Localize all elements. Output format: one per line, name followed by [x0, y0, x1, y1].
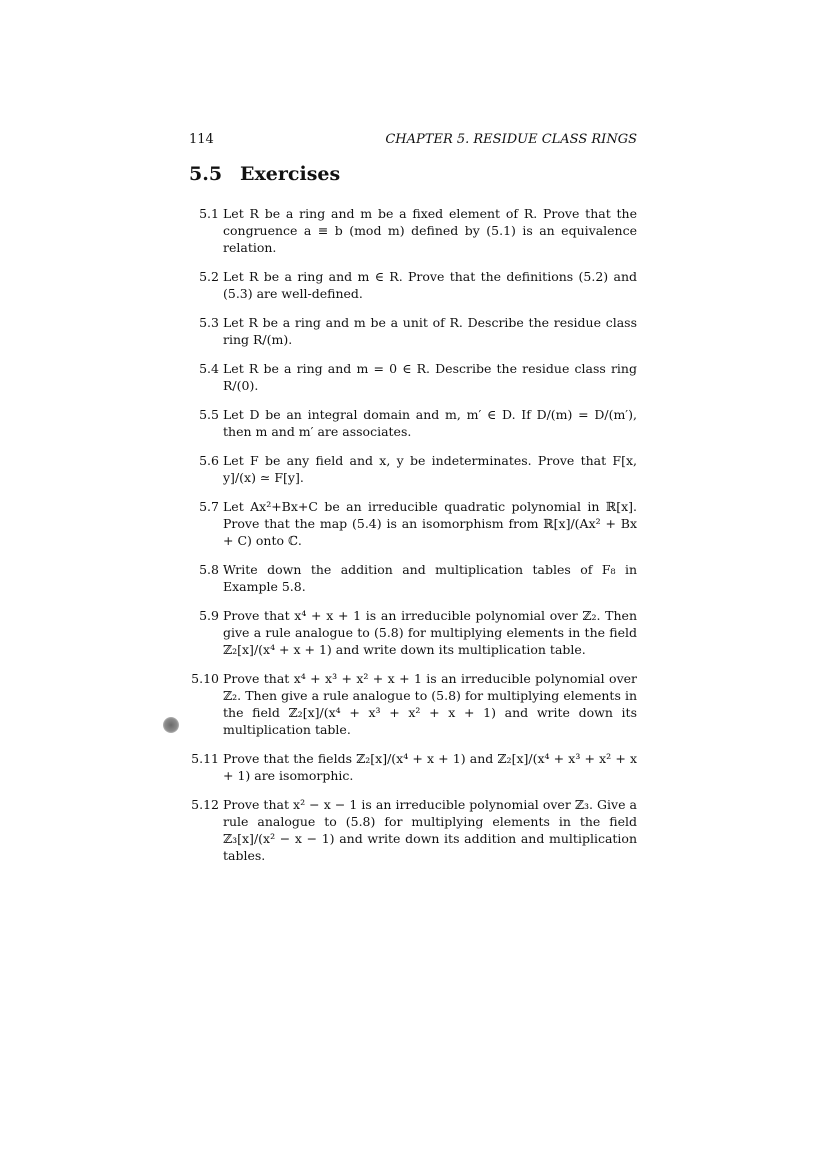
exercise-item: [189, 406, 637, 440]
exercise-number: 5.9: [199, 608, 219, 623]
exercise-list: [189, 205, 637, 876]
exercise-text: Let R be a ring and m be a unit of R. Describe the residue class ring R/(m).: [223, 315, 637, 347]
exercise-text: Let R be a ring and m = 0 ∈ R. Describe the residue class ring R/(0).: [223, 361, 637, 393]
exercise-number: 5.3: [199, 315, 219, 330]
exercise-number: 5.10: [191, 671, 219, 686]
section-number: 5.5: [189, 163, 223, 185]
exercise-text: Prove that the fields ℤ₂[x]/(x⁴ + x + 1) and ℤ₂[x]/(x⁴ + x³ + x² + x + 1) are isomorphic.: [223, 751, 637, 783]
exercise-item: [189, 268, 637, 302]
exercise-item: [189, 796, 637, 864]
exercise-item: [189, 314, 637, 348]
ink-blot: [163, 717, 179, 733]
exercise-number: 5.2: [199, 269, 219, 284]
exercise-item: [189, 670, 637, 738]
exercise-text: Let R be a ring and m be a fixed element of R. Prove that the congruence a ≡ b (mod m) defined by (5.1) is an equivalence relation.: [223, 206, 637, 255]
exercise-number: 5.5: [199, 407, 219, 422]
exercise-text: Prove that x⁴ + x + 1 is an irreducible polynomial over ℤ₂. Then give a rule analogue to (5.8) for multiplying elements in the field ℤ₂[x]/(x⁴ + x + 1) and write down its multiplication table.: [223, 608, 637, 657]
exercise-text: Prove that x² − x − 1 is an irreducible polynomial over ℤ₃. Give a rule analogue to (5.8) for multiplying elements in the field ℤ₃[x]/(x² − x − 1) and write down its addition and multiplication tables.: [223, 797, 637, 863]
exercise-number: 5.8: [199, 562, 219, 577]
exercise-text: Write down the addition and multiplication tables of F₈ in Example 5.8.: [223, 562, 637, 594]
exercise-text: Let D be an integral domain and m, m′ ∈ D. If D/(m) = D/(m′), then m and m′ are associates.: [223, 407, 637, 439]
exercise-number: 5.1: [199, 206, 219, 221]
exercise-text: Prove that x⁴ + x³ + x² + x + 1 is an irreducible polynomial over ℤ₂. Then give a rule analogue to (5.8) for multiplying elements in the field ℤ₂[x]/(x⁴ + x³ + x² + x + 1) and write down its multiplication table.: [223, 671, 637, 737]
exercise-number: 5.11: [191, 751, 219, 766]
exercise-number: 5.6: [199, 453, 219, 468]
exercise-item: [189, 750, 637, 784]
page-number: 114: [189, 132, 214, 147]
exercise-item: [189, 498, 637, 549]
exercise-text: Let Ax²+Bx+C be an irreducible quadratic polynomial in ℝ[x]. Prove that the map (5.4) is an isomorphism from ℝ[x]/(Ax² + Bx + C) onto ℂ.: [223, 499, 637, 548]
exercise-item: [189, 452, 637, 486]
exercise-text: Let F be any field and x, y be indeterminates. Prove that F[x, y]/(x) ≃ F[y].: [223, 453, 637, 485]
running-head: CHAPTER 5. RESIDUE CLASS RINGS: [385, 132, 637, 147]
exercise-item: [189, 205, 637, 256]
exercise-item: [189, 561, 637, 595]
exercise-item: [189, 360, 637, 394]
exercise-text: Let R be a ring and m ∈ R. Prove that the definitions (5.2) and (5.3) are well-defined.: [223, 269, 637, 301]
exercise-number: 5.12: [191, 797, 219, 812]
exercise-item: [189, 607, 637, 658]
exercise-number: 5.4: [199, 361, 219, 376]
section-title: Exercises: [240, 163, 341, 185]
exercise-number: 5.7: [199, 499, 219, 514]
section-heading: [189, 163, 340, 185]
